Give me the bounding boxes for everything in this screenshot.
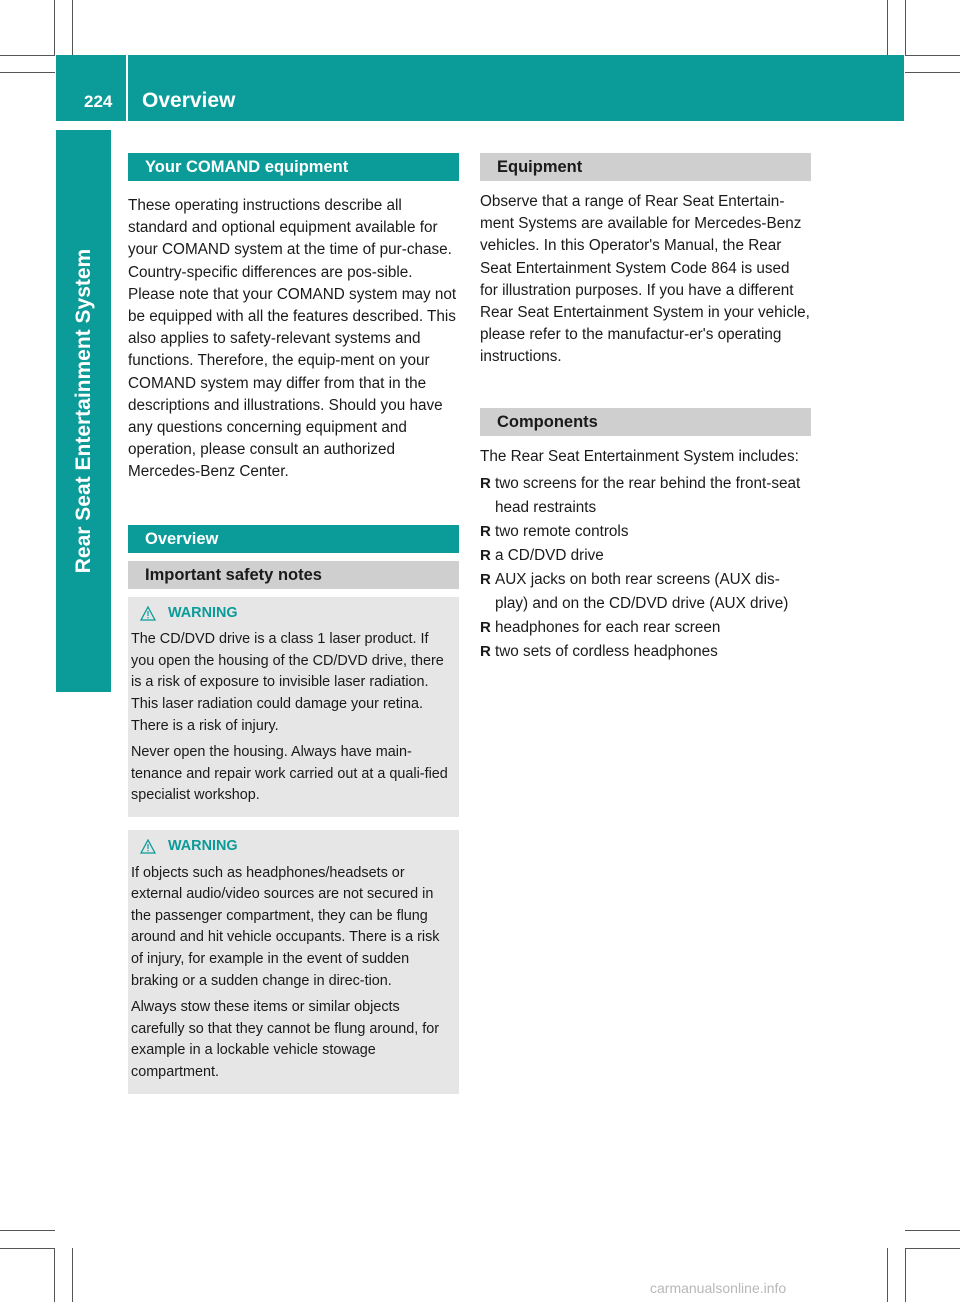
bullet-marker: R bbox=[480, 618, 491, 636]
bullet-marker: R bbox=[480, 522, 491, 540]
page-number: 224 bbox=[84, 92, 113, 111]
list-item bbox=[480, 544, 811, 568]
crop-mark bbox=[0, 1248, 55, 1249]
bullet-marker: R bbox=[480, 474, 491, 492]
warning-label: WARNING bbox=[168, 604, 238, 621]
comand-paragraph: These operating instructions describe all standard and optional equipment available for your COMAND system at the time of pur-chase. Country-specific differences are pos-sible. Please note that your COMAND system may not be equipped with all the features described. This also applies to safety-relevant systems and functions. Therefore, the equip-ment on your COMAND system may differ from that in the descriptions and illustrations. Should you have any questions concerning equipment and operation, please consult an authorized Mercedes-Benz Center. bbox=[128, 197, 457, 481]
subheading-safety-notes: Important safety notes bbox=[128, 561, 459, 589]
equipment-paragraph: Observe that a range of Rear Seat Entertain-ment Systems are available for Mercedes-Benz vehicles. In this Operator's Manual, the Rear Seat Entertainment System Code 864 is used for illustration purposes. If you have a different Rear Seat Entertainment System in your vehicle, please refer to the manufactur-er's operating instructions. bbox=[480, 193, 810, 366]
list-item bbox=[480, 520, 811, 544]
warning-header bbox=[140, 603, 451, 625]
right-column bbox=[480, 153, 811, 664]
warning-box bbox=[128, 830, 459, 1094]
crop-mark bbox=[887, 1248, 888, 1302]
bullet-marker: R bbox=[480, 546, 491, 564]
crop-mark bbox=[905, 72, 960, 73]
header-divider bbox=[126, 55, 128, 121]
bullet-marker: R bbox=[480, 570, 491, 588]
components-list bbox=[480, 472, 811, 664]
warning-paragraph: The CD/DVD drive is a class 1 laser product. If you open the housing of the CD/DVD drive, there is a risk of exposure to invisible laser radiation. This laser radiation could damage your retina. There is a risk of injury. bbox=[131, 631, 444, 734]
list-item bbox=[480, 472, 811, 520]
list-item bbox=[480, 568, 811, 616]
crop-mark bbox=[905, 55, 960, 56]
warning-triangle-icon bbox=[140, 606, 156, 621]
crop-mark bbox=[54, 1248, 55, 1302]
crop-mark bbox=[905, 1248, 906, 1302]
list-item bbox=[480, 616, 811, 640]
list-item-text: two sets of cordless headphones bbox=[495, 642, 718, 660]
crop-mark bbox=[0, 72, 55, 73]
crop-mark bbox=[905, 1248, 960, 1249]
list-item-text: headphones for each rear screen bbox=[495, 618, 721, 636]
chapter-tab-label: Rear Seat Entertainment System bbox=[72, 248, 95, 574]
crop-mark bbox=[0, 1230, 55, 1231]
warning-paragraph: Always stow these items or similar objects carefully so that they cannot be flung around, for example in a lockable vehicle stowage compartment. bbox=[131, 999, 439, 1080]
left-column bbox=[128, 153, 459, 1094]
warning-paragraph: If objects such as headphones/headsets or external audio/video sources are not secured in the passenger compartment, they can be flung around and hit vehicle occupants. There is a risk of injury, for example in the event of sudden braking or a sudden change in direc-tion. bbox=[131, 864, 440, 989]
warning-header bbox=[140, 836, 451, 858]
bullet-marker: R bbox=[480, 642, 491, 660]
crop-mark bbox=[905, 0, 906, 55]
subheading-components: Components bbox=[480, 408, 811, 436]
warning-label: WARNING bbox=[168, 837, 238, 854]
crop-mark bbox=[887, 0, 888, 55]
list-item bbox=[480, 640, 811, 664]
list-item-text: two screens for the rear behind the front-seat head restraints bbox=[495, 474, 801, 516]
warning-triangle-icon bbox=[140, 839, 156, 854]
section-heading-overview: Overview bbox=[128, 525, 459, 553]
warning-paragraph: Never open the housing. Always have main-tenance and repair work carried out at a quali-fied specialist workshop. bbox=[131, 744, 448, 804]
page-title: Overview bbox=[142, 89, 236, 112]
crop-mark bbox=[72, 1248, 73, 1302]
list-item-text: AUX jacks on both rear screens (AUX dis-play) and on the CD/DVD drive (AUX drive) bbox=[495, 570, 789, 612]
components-intro: The Rear Seat Entertainment System includes: bbox=[480, 447, 799, 465]
crop-mark bbox=[72, 0, 73, 55]
warning-box bbox=[128, 597, 459, 817]
list-item-text: a CD/DVD drive bbox=[495, 546, 604, 564]
list-item-text: two remote controls bbox=[495, 522, 629, 540]
crop-mark bbox=[54, 0, 55, 55]
watermark: carmanualsonline.info bbox=[650, 1280, 787, 1296]
crop-mark bbox=[905, 1230, 960, 1231]
section-heading-comand: Your COMAND equipment bbox=[128, 153, 459, 181]
subheading-equipment: Equipment bbox=[480, 153, 811, 181]
crop-mark bbox=[0, 55, 55, 56]
